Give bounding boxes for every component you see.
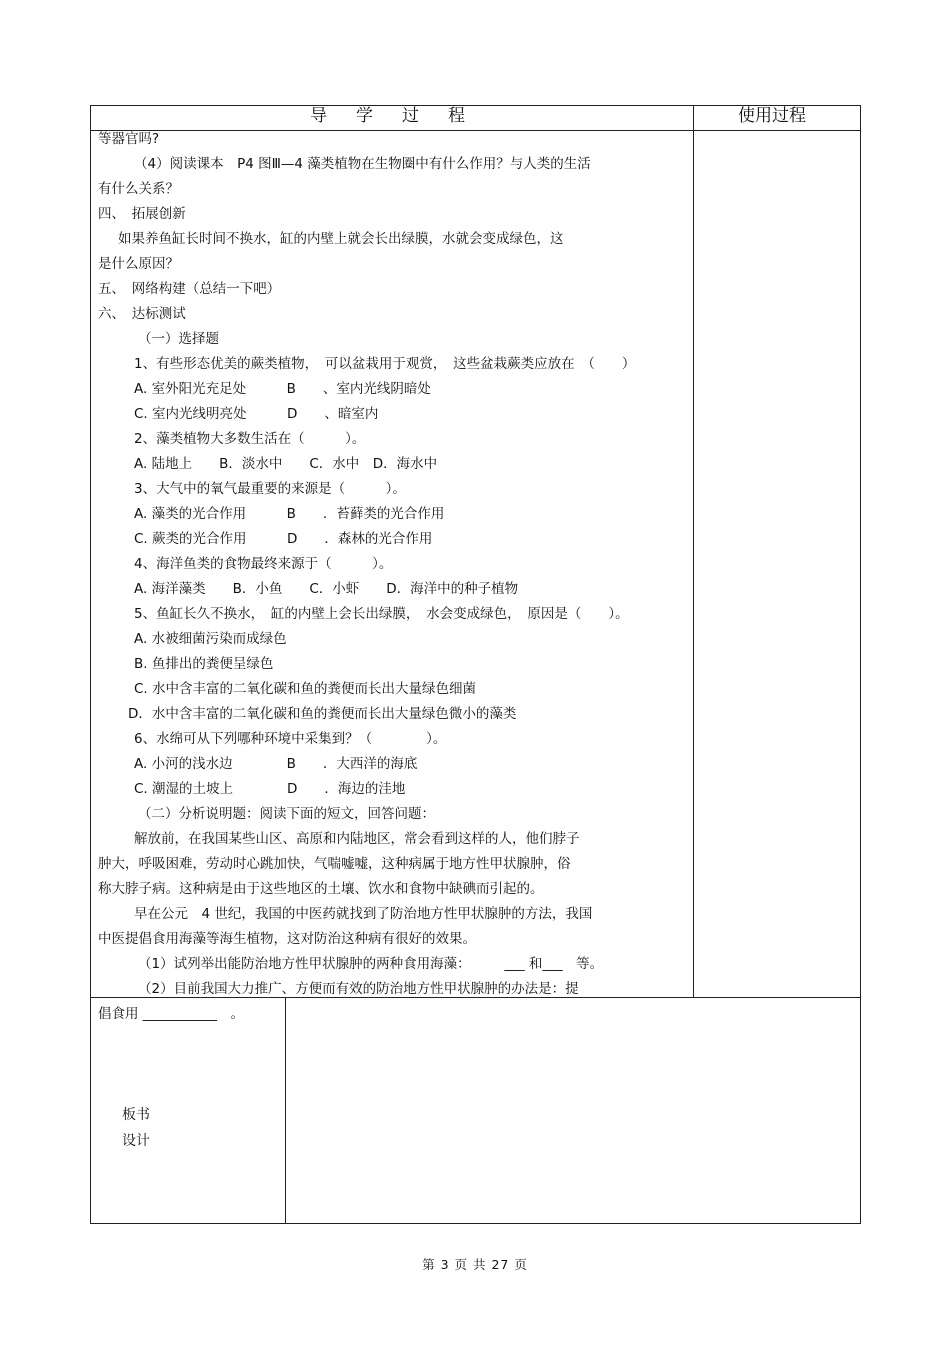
board-label-line1: 板书 <box>122 1107 150 1123</box>
option: C. 潮湿的土坡上 D ．海边的洼地 <box>134 781 406 797</box>
question: 4、海洋鱼类的食物最终来源于（ ）。 <box>134 556 393 572</box>
subsection-heading: （二）分析说明题：阅读下面的短文，回答问题： <box>138 806 435 822</box>
text-line: 肿大，呼吸困难，劳动时心跳加快，气喘嘘嘘，这种病属于地方性甲状腺肿，俗 <box>98 856 571 872</box>
option: C. 室内光线明亮处 D 、暗室内 <box>134 406 379 422</box>
option: C. 蕨类的光合作用 D ．森林的光合作用 <box>134 531 433 547</box>
option: D．水中含丰富的二氧化碳和鱼的粪便而长出大量绿色微小的藻类 <box>128 706 517 722</box>
option: C. 水中含丰富的二氧化碳和鱼的粪便而长出大量绿色细菌 <box>134 681 477 697</box>
page-number: 第 3 页 共 27 页 <box>422 1257 528 1272</box>
text-line: 如果养鱼缸长时间不换水，缸的内壁上就会长出绿膜，水就会变成绿色，这 <box>118 231 564 247</box>
board-divider <box>285 997 286 1224</box>
question: 5、鱼缸长久不换水， 缸的内壁上会长出绿膜， 水会变成绿色， 原因是（ ）。 <box>134 606 629 622</box>
text-line: 等器官吗? <box>98 131 160 147</box>
subsection-heading: （一）选择题 <box>138 331 219 347</box>
text-line: （4）阅读课本 P4 图Ⅲ—4 藻类植物在生物圈中有什么作用？与人类的生活 <box>134 156 591 172</box>
header-side: 使用过程 <box>738 106 806 126</box>
text-line: 中医提倡食用海藻等海生植物，这对防治这种病有很好的效果。 <box>98 931 476 947</box>
option: A. 海洋藻类 B．小鱼 C．小虾 D．海洋中的种子植物 <box>134 581 519 597</box>
text-line: 早在公元 4 世纪，我国的中医药就找到了防治地方性甲状腺肿的方法，我国 <box>134 906 593 922</box>
header-divider <box>90 130 861 131</box>
header-main: 导 学 过 程 <box>310 106 471 126</box>
option: A. 陆地上 B．淡水中 C．水中 D．海水中 <box>134 456 438 472</box>
question: 倡食用 ___________ 。 <box>98 1006 245 1022</box>
section-heading: 五、 网络构建（总结一下吧） <box>98 281 281 297</box>
section-heading: 四、 拓展创新 <box>98 206 186 222</box>
question: （2）目前我国大力推广、方便而有效的防治地方性甲状腺肿的办法是：提 <box>138 981 579 997</box>
text-line: 有什么关系？ <box>98 181 179 197</box>
question: 1、有些形态优美的蕨类植物， 可以盆栽用于观赏， 这些盆栽蕨类应放在 （ ） <box>134 356 636 372</box>
question: 2、藻类植物大多数生活在（ ）。 <box>134 431 366 447</box>
option: A. 室外阳光充足处 B 、室内光线阴暗处 <box>134 381 431 397</box>
question: 3、大气中的氧气最重要的来源是（ ）。 <box>134 481 406 497</box>
option: A. 水被细菌污染而成绿色 <box>134 631 287 647</box>
question: 6、水绵可从下列哪种环境中采集到？（ ）。 <box>134 731 447 747</box>
option: A. 小河的浅水边 B ．大西洋的海底 <box>134 756 418 772</box>
option: A. 藻类的光合作用 B ．苔藓类的光合作用 <box>134 506 445 522</box>
text-line: 解放前，在我国某些山区、高原和内陆地区，常会看到这样的人，他们脖子 <box>134 831 580 847</box>
section-heading: 六、 达标测试 <box>98 306 186 322</box>
column-divider <box>693 105 694 997</box>
text-line: 是什么原因？ <box>98 256 179 272</box>
board-label-line2: 设计 <box>122 1133 150 1149</box>
question: （1）试列举出能防治地方性甲状腺肿的两种食用海藻： ___ 和___ 等。 <box>138 956 604 972</box>
text-line: 称大脖子病。这种病是由于这些地区的土壤、饮水和食物中缺碘而引起的。 <box>98 881 544 897</box>
option: B. 鱼排出的粪便呈绿色 <box>134 656 274 672</box>
